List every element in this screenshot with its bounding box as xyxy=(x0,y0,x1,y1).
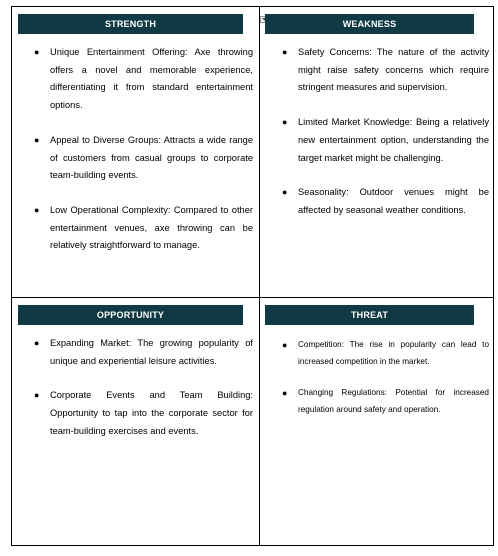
opportunity-cell[interactable] xyxy=(12,298,259,546)
list-item[interactable] xyxy=(34,202,253,255)
list-item[interactable] xyxy=(34,44,253,115)
list-item-text: Expanding Market: The growing popularity of unique and experiential leisure activities. xyxy=(50,338,253,366)
list-item-text: Safety Concerns: The nature of the activity might raise safety concerns which require stringent measures and supervision. xyxy=(298,47,489,93)
strength-list xyxy=(34,44,253,272)
opportunity-header: OPPORTUNITY xyxy=(18,305,243,325)
threat-header: THREAT xyxy=(265,305,474,325)
list-item-text: Unique Entertainment Offering: Axe throwing offers a novel and memorable experience, differentiating it from standard entertainment options. xyxy=(50,47,253,111)
list-item-text: Limited Market Knowledge: Being a relatively new entertainment option, understanding the target market might be challenging. xyxy=(298,117,489,163)
list-item-text: Low Operational Complexity: Compared to other entertainment venues, axe throwing can be relatively straightforward to manage. xyxy=(50,204,253,251)
list-item[interactable] xyxy=(34,387,253,440)
strength-cell[interactable] xyxy=(12,7,259,297)
bullet-icon: ● xyxy=(282,117,288,128)
strength-header: STRENGTH xyxy=(18,14,243,34)
bullet-icon: ● xyxy=(282,340,288,350)
list-item[interactable] xyxy=(282,44,489,97)
list-item-text: Seasonality: Outdoor venues might be affected by seasonal weather conditions. xyxy=(298,187,489,215)
list-item-text: Corporate Events and Team Building: Opportunity to tap into the corporate sector for team-building exercises and events. xyxy=(50,390,253,436)
weakness-list xyxy=(282,44,489,237)
bullet-icon: ● xyxy=(282,187,288,198)
swot-table xyxy=(11,6,494,546)
bullet-icon: ● xyxy=(34,338,40,348)
list-item[interactable] xyxy=(282,337,489,370)
weakness-header: WEAKNESS xyxy=(265,14,474,34)
threat-list xyxy=(282,337,489,433)
opportunity-list xyxy=(34,335,253,458)
bullet-icon: ● xyxy=(34,390,40,401)
list-item[interactable] xyxy=(34,335,253,370)
list-item-text: Appeal to Diverse Groups: Attracts a wide range of customers from casual groups to corporate team-building events. xyxy=(50,134,253,181)
list-item[interactable] xyxy=(282,114,489,167)
list-item[interactable] xyxy=(282,385,489,418)
list-item[interactable] xyxy=(34,132,253,185)
bullet-icon: ● xyxy=(34,134,40,145)
list-item-text: Competition: The rise in popularity can lead to increased competition in the market. xyxy=(298,340,489,366)
weakness-cell[interactable] xyxy=(260,7,494,297)
bullet-icon: ● xyxy=(282,388,288,398)
bullet-icon: ● xyxy=(34,47,40,57)
list-item-text: Changing Regulations: Potential for increased regulation around safety and operation. xyxy=(298,388,489,414)
list-item[interactable] xyxy=(282,184,489,219)
threat-cell[interactable] xyxy=(260,298,494,546)
bullet-icon: ● xyxy=(282,47,288,57)
bullet-icon: ● xyxy=(34,204,40,215)
